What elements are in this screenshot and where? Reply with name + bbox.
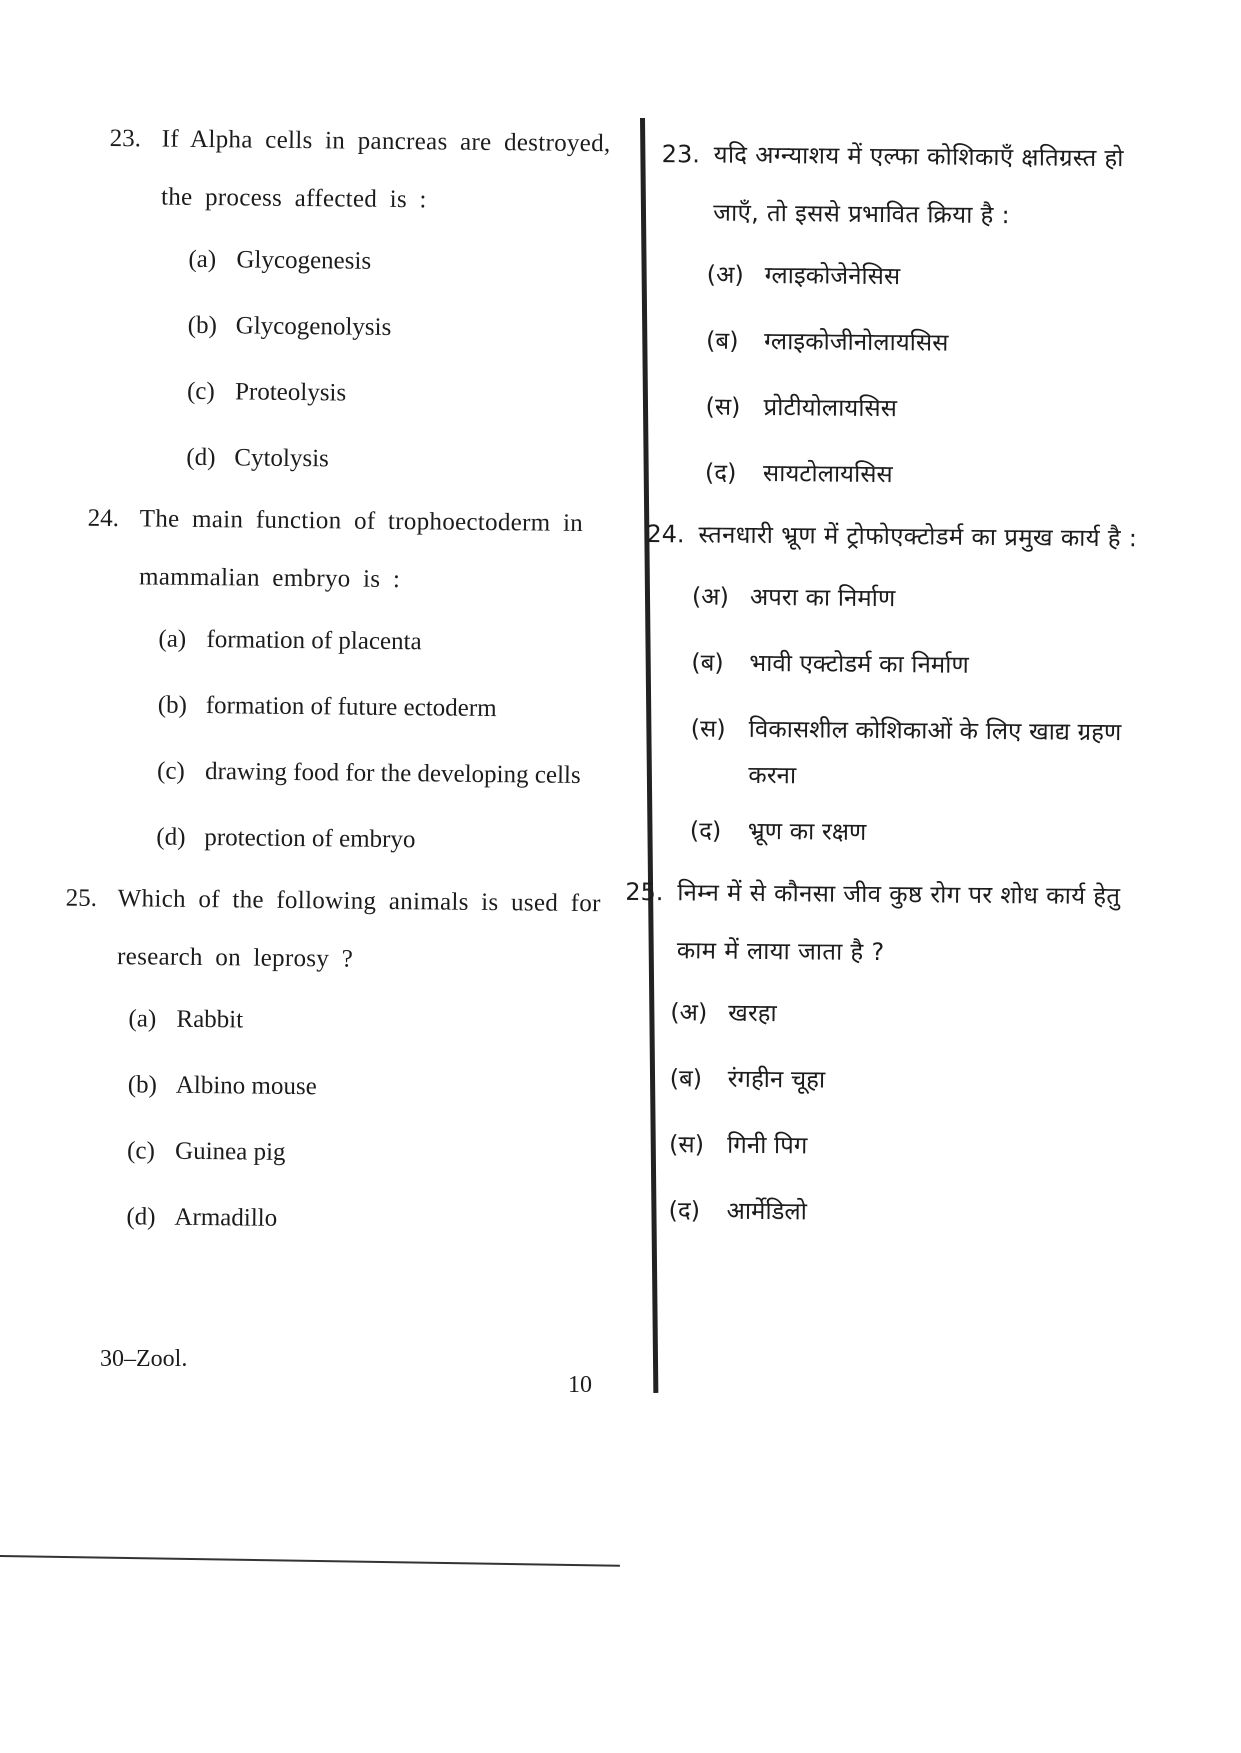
- english-column: [65, 110, 630, 1255]
- option-d: (d) Cytolysis: [186, 443, 329, 473]
- option-a: (अ) ग्लाइकोजेनेसिस: [706, 260, 901, 291]
- option-b: (b) Albino mouse: [127, 1071, 317, 1101]
- question-number: 23.: [661, 140, 701, 169]
- option-d: (d) protection of embryo: [156, 823, 416, 854]
- option-d: (द) भ्रूण का रक्षण: [689, 816, 867, 846]
- option-c: (c) drawing food for the developing cells: [156, 757, 581, 789]
- option-a: (a) Glycogenesis: [188, 245, 372, 275]
- question-number: 23.: [109, 124, 142, 153]
- option-b: (ब) ग्लाइकोजीनोलायसिस: [705, 326, 949, 357]
- hindi-column: [625, 125, 1150, 1247]
- option-d: (द) सायटोलायसिस: [704, 458, 893, 489]
- option-c: (स) विकासशील कोशिकाओं के लिए खाद्य ग्रहण करना: [690, 714, 1122, 790]
- question-number: 25.: [625, 877, 664, 907]
- question-text: यदि अग्न्याशय में एल्फा कोशिकाएँ क्षतिग्रस्त हो जाएँ, तो इससे प्रभावित क्रिया है :: [713, 140, 1124, 230]
- option-c: (c) Proteolysis: [186, 377, 347, 407]
- question-number: 25.: [65, 884, 98, 912]
- question-24-hi: [644, 505, 1147, 867]
- option-b: (b) formation of future ectoderm: [157, 691, 497, 723]
- question-text: The main function of trophoectoderm in mammalian embryo is :: [138, 505, 584, 594]
- option-b: (ब) भावी एक्टोडर्म का निर्माण: [691, 648, 969, 679]
- option-c: (स) गिनी पिग: [668, 1130, 808, 1160]
- question-text: निम्न में से कौनसा जीव कुष्ठ रोग पर शोध कार्य हेतु काम में लाया जाता है ?: [676, 878, 1121, 967]
- question-text: Which of the following animals is used for research on leprosy ?: [116, 885, 601, 973]
- question-23-hi: [659, 125, 1150, 509]
- question-24-en: [84, 490, 626, 876]
- option-a: (अ) अपरा का निर्माण: [691, 582, 896, 613]
- option-d: (द) आर्मेडिलो: [668, 1196, 808, 1226]
- question-number: 24.: [646, 519, 685, 549]
- question-23-en: [106, 110, 630, 495]
- question-number: 24.: [87, 504, 120, 533]
- option-c: (c) Guinea pig: [126, 1137, 286, 1166]
- question-text: स्तनधारी भ्रूण में ट्रोफोएक्टोडर्म का प्रमुख कार्य है :: [698, 520, 1138, 553]
- option-b: (b) Glycogenolysis: [187, 311, 392, 341]
- option-d: (d) Armadillo: [126, 1203, 278, 1232]
- option-c: (स) प्रोटीयोलायसिस: [705, 392, 898, 423]
- option-a: (a) Rabbit: [128, 1005, 244, 1034]
- option-a: (अ) खरहा: [670, 998, 777, 1028]
- page-number: 10: [568, 1372, 592, 1398]
- question-text: If Alpha cells in pancreas are destroyed, the process affected is :: [160, 125, 611, 214]
- paper-code: 30–Zool.: [100, 1346, 188, 1372]
- question-25-hi: [622, 863, 1143, 1248]
- option-b: (ब) रंगहीन चूहा: [669, 1064, 826, 1094]
- question-25-en: [62, 870, 622, 1256]
- option-a: (a) formation of placenta: [158, 625, 422, 656]
- scan-artifact-line: [0, 1555, 620, 1567]
